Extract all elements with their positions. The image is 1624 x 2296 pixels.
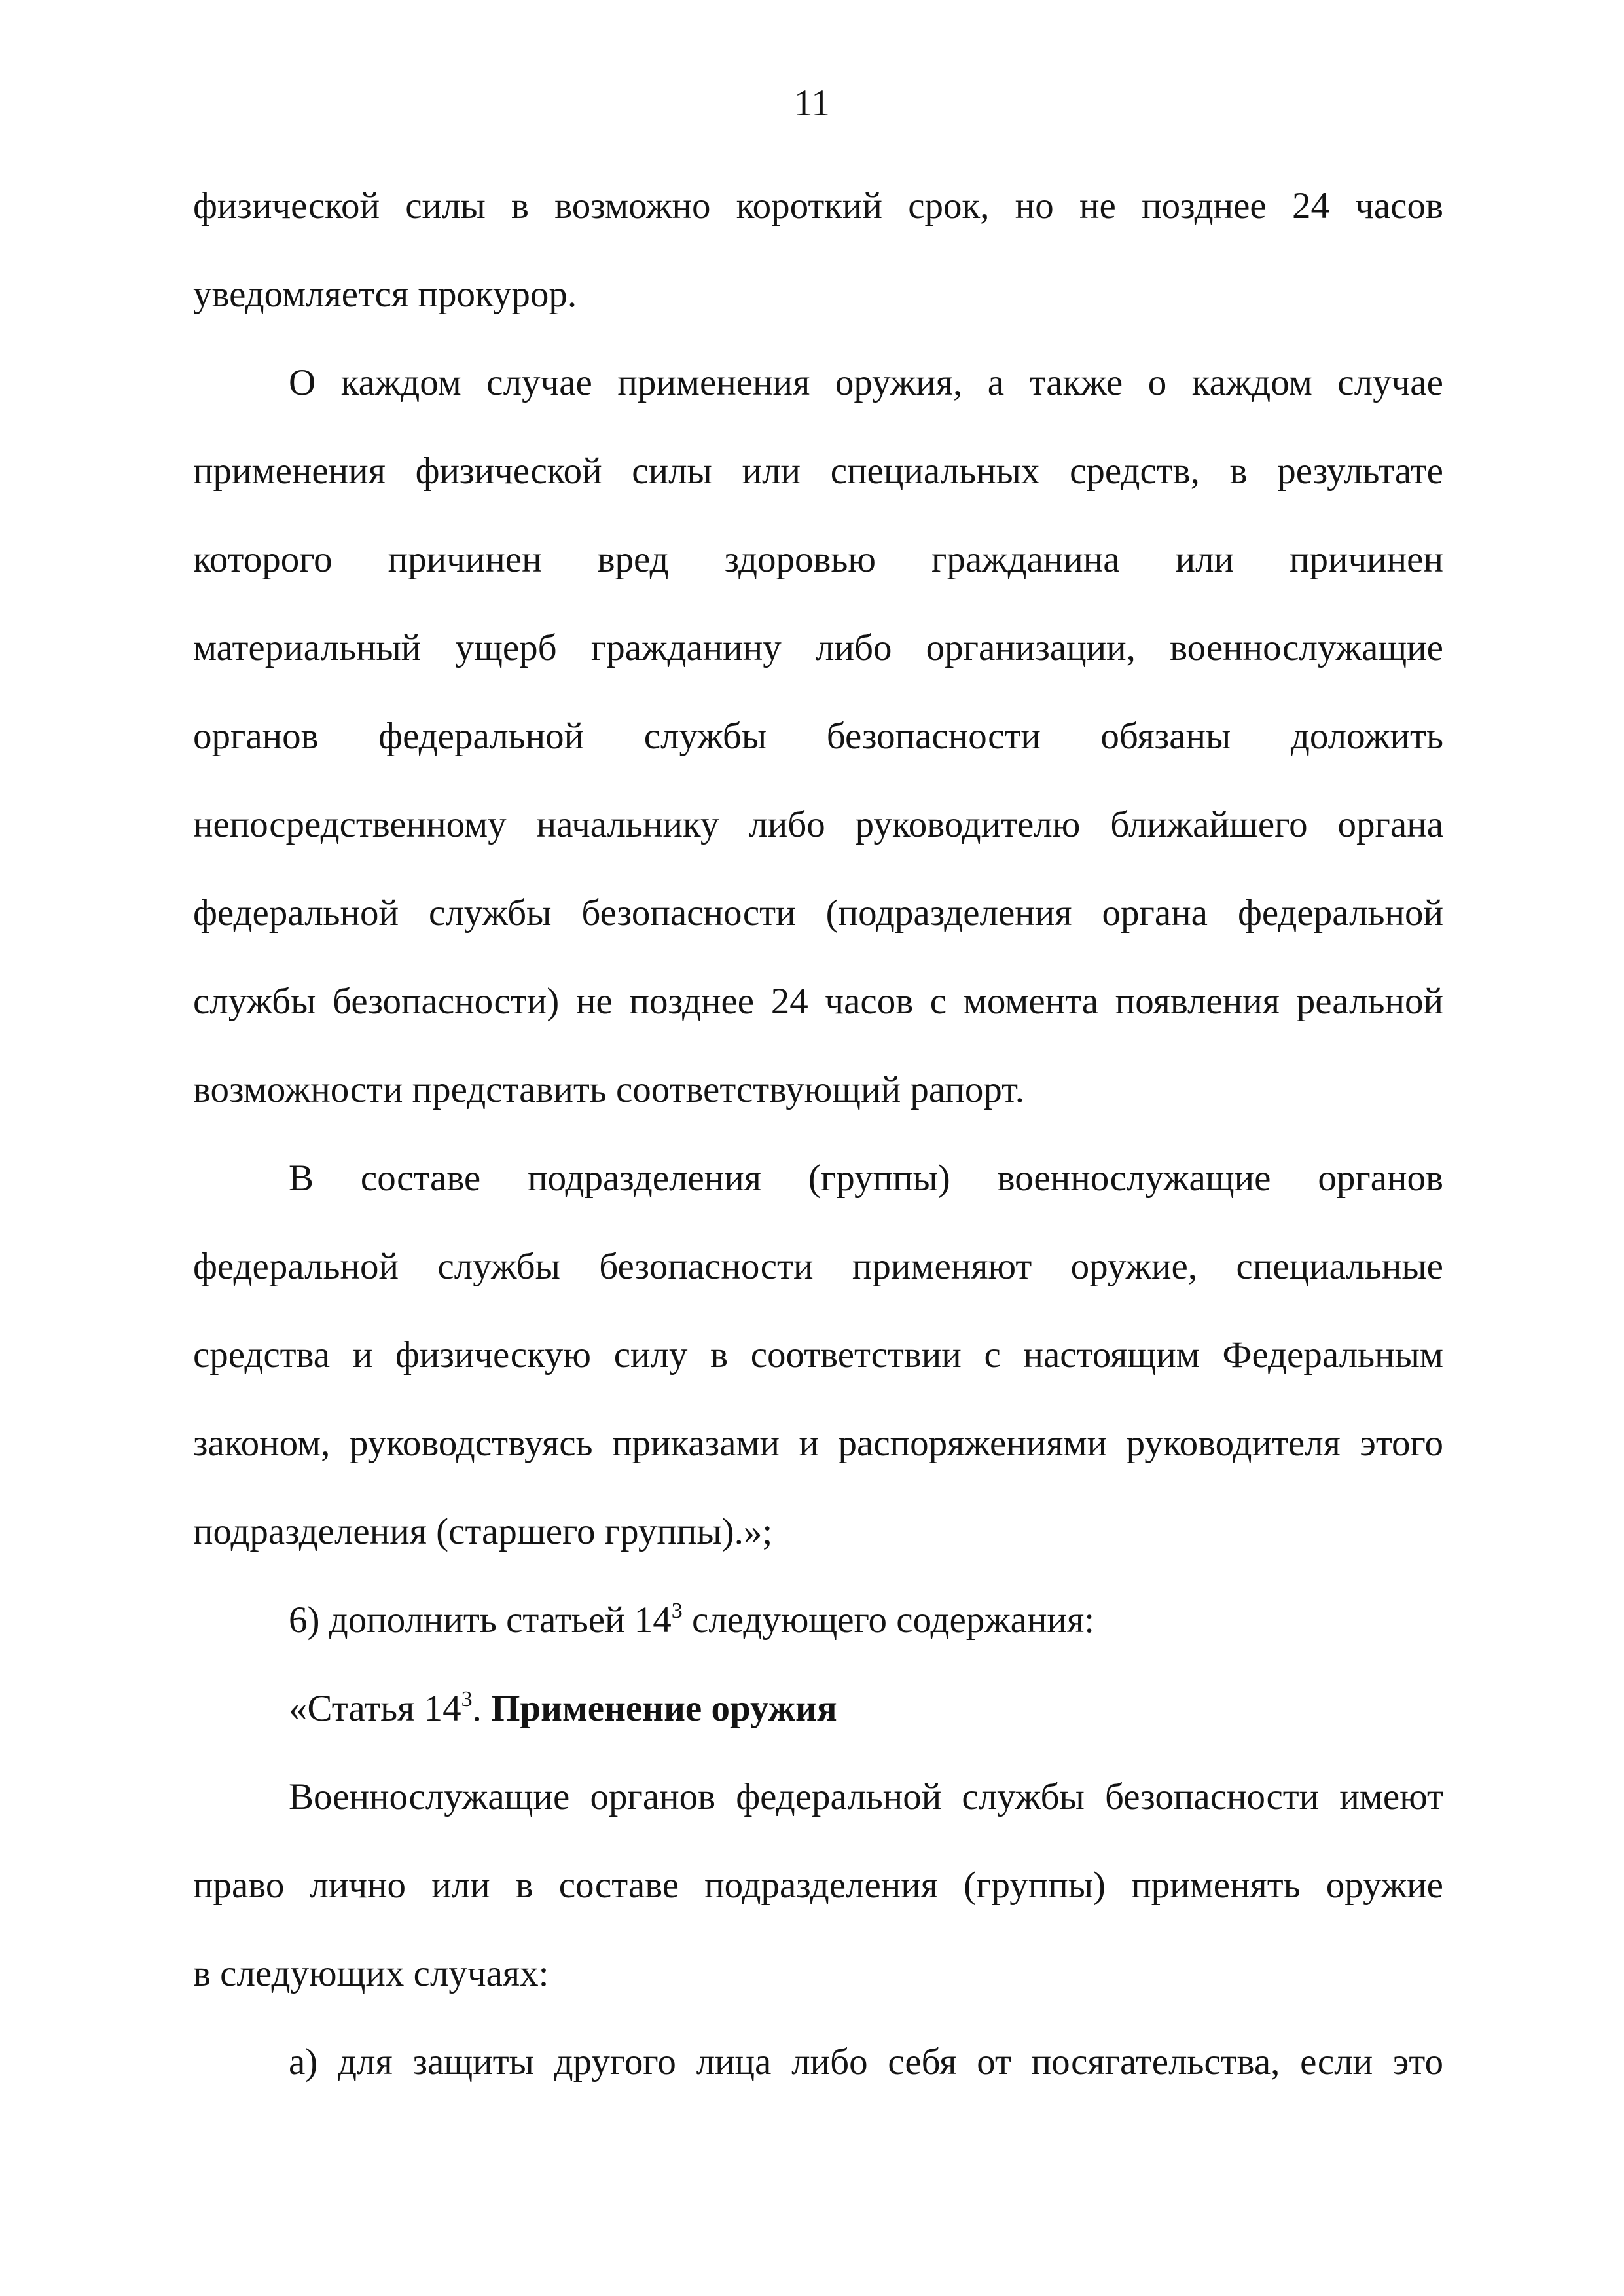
word: причинен [388, 539, 542, 580]
text-line: в следующих случаях: [193, 1953, 549, 1994]
word: материальный [193, 627, 422, 668]
word: от [977, 2041, 1011, 2083]
word: органов [1318, 1157, 1443, 1199]
word: Военнослужащие [289, 1776, 570, 1817]
word: законом, [193, 1423, 331, 1464]
word: военнослужащие [1170, 627, 1443, 668]
word: подразделения [704, 1865, 939, 1906]
word: военнослужащие [997, 1157, 1271, 1199]
word: другого [554, 2041, 676, 2083]
word: лица [696, 2041, 772, 2083]
item-6-line [289, 1594, 1443, 1647]
text-line [193, 534, 1443, 586]
word: службы [962, 1776, 1085, 1817]
word: ближайшего [1110, 804, 1308, 845]
word: федеральной [378, 716, 585, 757]
word: оружие, [1070, 1246, 1198, 1287]
word: физической [193, 185, 380, 227]
word: каждом [340, 362, 461, 403]
word: которого [193, 539, 333, 580]
word: составе [360, 1157, 481, 1199]
word: право [193, 1865, 285, 1906]
word: специальных [830, 450, 1040, 492]
word: руководителю [855, 804, 1081, 845]
word: руководителя [1126, 1423, 1341, 1464]
word: оружия, [835, 362, 963, 403]
word: безопасности) [333, 981, 560, 1022]
word: или [431, 1865, 490, 1906]
text-line [193, 445, 1443, 498]
word: вред [597, 539, 669, 580]
text-line: возможности представить соответствующий рапорт. [193, 1069, 1025, 1110]
article-dot: . [472, 1688, 492, 1729]
word: применения [193, 450, 386, 492]
article-prefix: «Статья 14 [289, 1688, 461, 1729]
word: а [987, 362, 1005, 403]
word: с [984, 1334, 1001, 1376]
text-line [193, 799, 1443, 851]
word: (группы) [964, 1865, 1106, 1906]
word: посягательства, [1031, 2041, 1280, 2083]
word: применения [617, 362, 810, 403]
word: руководствуясь [349, 1423, 593, 1464]
text-line [193, 1859, 1443, 1912]
word: ущерб [455, 627, 557, 668]
word: службы [429, 892, 552, 934]
word: причинен [1289, 539, 1443, 580]
word: но [1015, 185, 1054, 227]
word: применять [1131, 1865, 1301, 1906]
item-6-prefix: 6) дополнить статьей 14 [289, 1599, 672, 1641]
word: органа [1337, 804, 1443, 845]
text-line [289, 357, 1443, 409]
word: результате [1277, 450, 1443, 492]
word: органов [590, 1776, 716, 1817]
article-heading [289, 1683, 1443, 1735]
word: лично [310, 1865, 406, 1906]
word: службы [437, 1246, 560, 1287]
word: момента [963, 981, 1099, 1022]
word: не [1079, 185, 1116, 227]
word: подразделения [528, 1157, 762, 1199]
word: безопасности [581, 892, 796, 934]
word: службы [643, 716, 767, 757]
text-line [193, 1417, 1443, 1470]
word: физическую [395, 1334, 592, 1376]
word: и [352, 1334, 373, 1376]
word: появления [1115, 981, 1280, 1022]
word: в [1229, 450, 1248, 492]
word: в [511, 185, 529, 227]
word: часов [1355, 185, 1443, 227]
word: либо [816, 627, 892, 668]
word: либо [749, 804, 825, 845]
word: (группы) [808, 1157, 950, 1199]
word: гражданину [590, 627, 782, 668]
word: либо [791, 2041, 868, 2083]
word: непосредственному [193, 804, 507, 845]
word: себя [888, 2041, 957, 2083]
word: часов [825, 981, 914, 1022]
word: защиты [412, 2041, 534, 2083]
text-line [193, 710, 1443, 763]
word: случае [486, 362, 592, 403]
article-superscript: 3 [461, 1687, 473, 1711]
text-line: уведомляется прокурор. [193, 274, 577, 315]
word: в [515, 1865, 533, 1906]
word: реальной [1296, 981, 1443, 1022]
word: здоровью [724, 539, 876, 580]
word: силы [405, 185, 486, 227]
word: федеральной [193, 892, 399, 934]
word: гражданина [931, 539, 1120, 580]
word: органа [1102, 892, 1208, 934]
word: организации, [926, 627, 1136, 668]
word: специальные [1236, 1246, 1443, 1287]
word: для [338, 2041, 393, 2083]
word: безопасности [599, 1246, 814, 1287]
text-line [289, 2036, 1443, 2088]
word: также [1029, 362, 1123, 403]
text-line [193, 622, 1443, 674]
item-6-superscript: 3 [671, 1599, 683, 1623]
word: имеют [1339, 1776, 1443, 1817]
text-line [193, 180, 1443, 232]
word: или [1175, 539, 1235, 580]
word: и [799, 1423, 820, 1464]
word: приказами [612, 1423, 780, 1464]
word: срок, [908, 185, 990, 227]
word: федеральной [736, 1776, 942, 1817]
word: доложить [1290, 716, 1443, 757]
text-line [289, 1771, 1443, 1823]
text-line [193, 887, 1443, 939]
article-title: Применение оружия [491, 1688, 837, 1729]
word: федеральной [193, 1246, 399, 1287]
text-line [289, 1152, 1443, 1205]
text-line [193, 1241, 1443, 1293]
word: каждом [1191, 362, 1312, 403]
word: безопасности [1105, 1776, 1320, 1817]
word: этого [1360, 1423, 1443, 1464]
word: (подразделения [825, 892, 1072, 934]
word: позднее [629, 981, 755, 1022]
word: а) [289, 2041, 318, 2083]
word: В [289, 1157, 314, 1199]
text-line [193, 975, 1443, 1028]
word: силы [632, 450, 712, 492]
word: применяют [852, 1246, 1032, 1287]
word: короткий [736, 185, 882, 227]
word: составе [558, 1865, 679, 1906]
word: силу [613, 1334, 688, 1376]
word: средства [193, 1334, 331, 1376]
word: возможно [554, 185, 711, 227]
word: средств, [1070, 450, 1200, 492]
word: 24 [770, 981, 808, 1022]
word: оружие [1326, 1865, 1443, 1906]
word: это [1392, 2041, 1443, 2083]
word: с [929, 981, 947, 1022]
text-line [193, 1329, 1443, 1381]
word: настоящим [1023, 1334, 1200, 1376]
word: распоряжениями [838, 1423, 1108, 1464]
word: О [289, 362, 316, 403]
word: начальнику [536, 804, 719, 845]
word: безопасности [826, 716, 1041, 757]
word: органов [193, 716, 319, 757]
word: обязаны [1100, 716, 1231, 757]
item-6-suffix: следующего содержания: [682, 1599, 1095, 1641]
word: федеральной [1237, 892, 1443, 934]
word: соответствии [750, 1334, 962, 1376]
page-number: 11 [794, 82, 830, 124]
word: позднее [1142, 185, 1267, 227]
word: в [710, 1334, 729, 1376]
word: Федеральным [1222, 1334, 1443, 1376]
word: не [575, 981, 613, 1022]
word: случае [1337, 362, 1443, 403]
word: о [1147, 362, 1167, 403]
word: если [1300, 2041, 1373, 2083]
word: физической [415, 450, 602, 492]
text-line: подразделения (старшего группы).»; [193, 1511, 773, 1552]
word: или [742, 450, 801, 492]
word: службы [193, 981, 316, 1022]
word: 24 [1291, 185, 1329, 227]
